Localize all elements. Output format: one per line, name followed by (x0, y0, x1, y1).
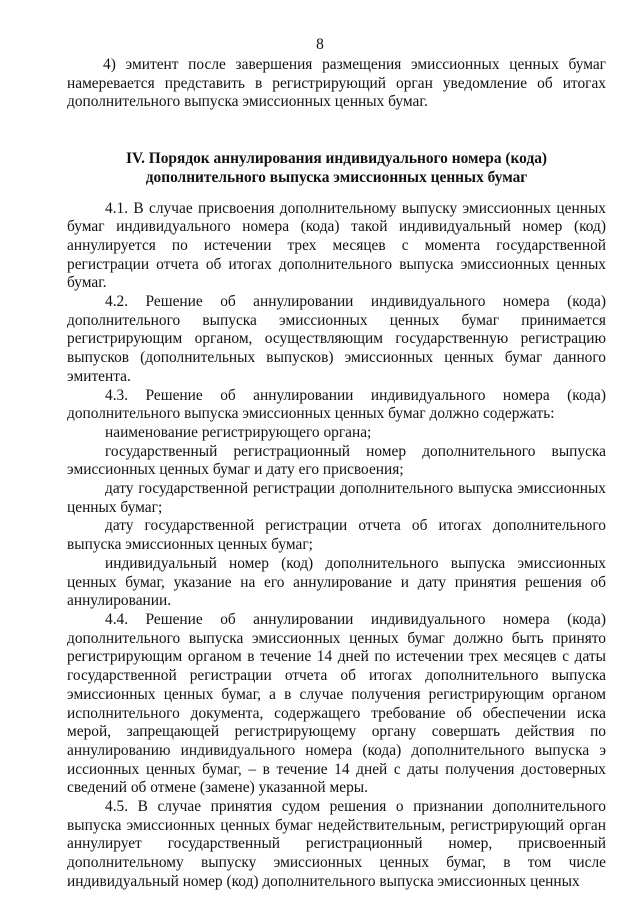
list-item: наименование регистрирующего органа; (105, 423, 372, 441)
section-title-line-1: IV. Порядок аннулирования индивидуального номера (кода) (125, 150, 548, 168)
list-item: дату государственной регистрации отчета об итогах дополнительного выпуска эмиссионных ценных бумаг; (67, 517, 606, 554)
paragraph-4-4: 4.4. Решение об аннулировании индивидуального номера (кода) дополнительного выпуска эмиссионных ценных бумаг должно быть принято регистрирующим органом в течение 14 дней по истечении трех месяцев с даты государственной регистрации отчета об итогах дополнительного выпуска эмиссионных ценных бумаг, а в случае получения регистрирующим органом исполнительного документа, содержащего требование об обеспечении иска мерой, запрещающей регистрирующему органу совершать действия по аннулированию индивидуального номера (кода) дополнительного выпуска э иссионных ценных бумаг, – в течение 14 дней с даты получения достоверных сведений об отмене (замене) указанной меры. (67, 610, 606, 797)
section-title (67, 150, 606, 187)
paragraph-4-5: 4.5. В случае принятия судом решения о признании дополнительного выпуска эмиссионных ценных бумаг недействительным, регистрирующий орган аннулирует государственный регистрационный номер, присвоенный дополнительному выпуску эмиссионных ценных бумаг, в том числе индивидуальный номер (код) дополнительного выпуска эмиссионных ценных (67, 798, 606, 890)
intro-paragraph: 4) эмитент после завершения размещения эмиссионных ценных бумаг намеревается представить в регистрирующий орган уведомление об итогах дополнительного выпуска эмиссионных ценных бумаг. (67, 56, 606, 111)
paragraph-4-3: 4.3. Решение об аннулировании индивидуального номера (кода) дополнительного выпуска эмиссионных ценных бумаг должно содержать: (67, 386, 606, 423)
list-item: дату государственной регистрации дополнительного выпуска эмиссионных ценных бумаг; (67, 480, 606, 516)
paragraph-4-2: 4.2. Решение об аннулировании индивидуального номера (кода) дополнительного выпуска эмиссионных ценных бумаг принимается регистрирующим органом, осуществляющим государственную регистрацию выпусков (дополнительных выпусков) эмиссионных ценных бумаг данного эмитента. (67, 293, 606, 385)
list-item: индивидуальный номер (код) дополнительного выпуска эмиссионных ценных бумаг, указание на его аннулирование и дату принятия решения об аннулировании. (67, 554, 606, 610)
list-item: государственный регистрационный номер дополнительного выпуска эмиссионных ценных бумаг и дату его присвоения; (67, 442, 606, 479)
document-body (67, 56, 606, 892)
page-number: 8 (316, 36, 324, 53)
section-title-line-2: дополнительного выпуска эмиссионных ценных бумаг (145, 168, 528, 186)
paragraph-4-1: 4.1. В случае присвоения дополнительному выпуску эмиссионных ценных бумаг индивидуального номера (кода) такой индивидуальный номер (код) аннулируется по истечении трех месяцев с момента государственной регистрации отчета об итогах дополнительного выпуска эмиссионных ценных бумаг. (67, 199, 606, 292)
